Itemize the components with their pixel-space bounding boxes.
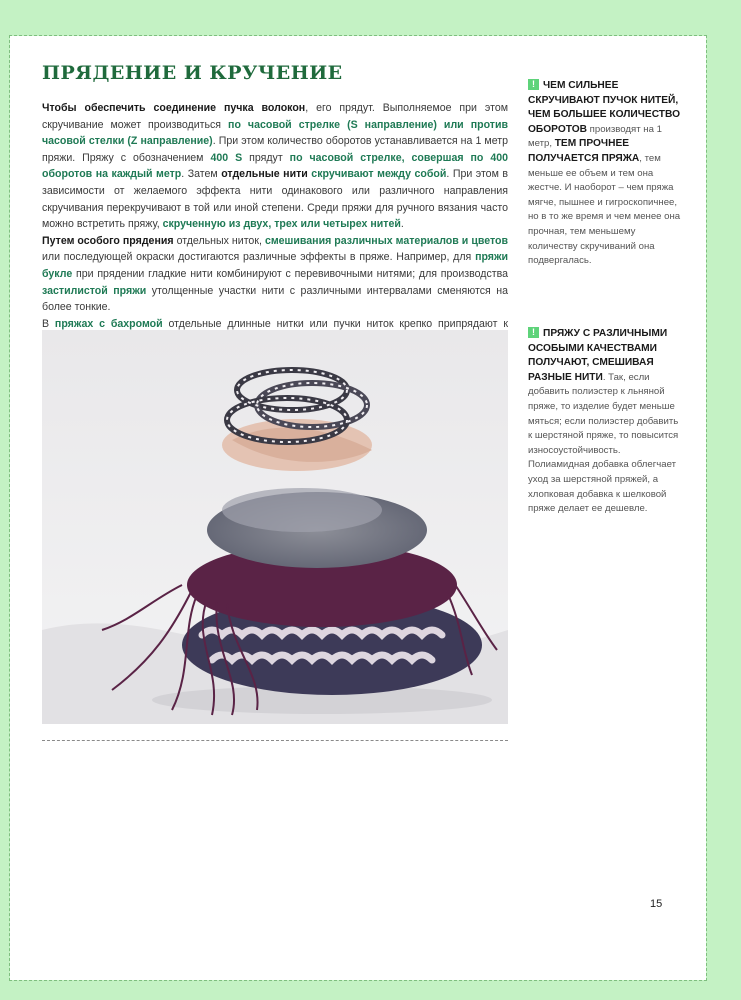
sidebar-note-twist-text <box>528 80 680 266</box>
yarn-photo <box>42 330 508 724</box>
text-run: скручивают между собой <box>311 168 447 181</box>
sidebar-note-blend-text <box>528 328 678 514</box>
text-run: 400 S <box>210 151 243 164</box>
text-run: по часовой стрелке (S направление) или против часовой стелки (Z направление) <box>42 118 508 148</box>
paragraph-effects <box>42 233 508 316</box>
text-run: при прядении гладкие нити комбинируют с перевивочными нитями; для производства <box>72 267 508 280</box>
text-run: . При этом количество оборотов устанавливается на 1 метр пряжи. Пряжу с обозначением <box>42 135 508 164</box>
sidebar-note-blend <box>528 327 684 517</box>
text-run: пряжах с бахромой <box>54 317 163 330</box>
paragraph-spinning <box>42 100 508 233</box>
text-run: В <box>42 317 55 330</box>
text-run: скрученную из двух, трех или четырех нитей <box>162 218 401 231</box>
text-run: по часовой стрелке, совершая по 400 оборотов на каждый метр <box>42 151 508 181</box>
text-run: отдельных ниток, <box>173 234 265 247</box>
text-run: , его прядут. Выполняемое при этом скручивание может производиться <box>42 102 508 131</box>
text-run: или последующей окраски достигаются различные эффекты в пряже. Например, для <box>42 251 476 264</box>
exclamation-icon: ! <box>528 79 539 90</box>
text-run: производят на 1 метр, <box>528 123 662 150</box>
sidebar-note-twist <box>528 79 684 269</box>
text-run: . Затем <box>181 168 222 181</box>
main-text <box>42 100 508 366</box>
text-run: смешивания различных материалов и цветов <box>264 234 508 247</box>
text-run: . При этом в зависимости от желаемого эффекта нити одинакового или различного направления скручивания перекручивают в той или иной степени. Среди пряжи для ручного вязания часто можно встретить пряжу, <box>42 168 508 231</box>
exclamation-icon: ! <box>528 327 539 338</box>
page-number: 15 <box>650 898 663 910</box>
text-run: утолщенные участки нити с различными интервалами сменяются на более тонкие. <box>42 284 508 314</box>
text-run: застилистой пряжи <box>42 284 147 297</box>
text-run: отдельные длинные нитки или пучки ниток крепко припрядают к <box>168 317 508 330</box>
text-run: . <box>400 218 404 231</box>
section-divider <box>42 740 508 741</box>
text-run: Путем особого прядения <box>42 234 174 247</box>
text-run: , тем меньше ее объем и тем она жестче. И наоборот – чем пряжа мягче, пышнее и гигроскопичнее, но в то же время и чем менее она прочная, тем меньшему количеству скручиваний она подвергалась. <box>528 152 681 267</box>
text-run: . Так, если добавить полиэстер к льняной пряже, то изделие будет меньше мяться; если полиэстер добавить к шерстяной пряже, то повысится износоустойчивость. Полиамидная добавка облегчает уход за шерстяной пряжей, а хлопковая добавка к шелковой пряже делает ее дешевле. <box>528 371 679 515</box>
text-run: ТЕМ ПРОЧНЕЕ ПОЛУЧАЕТСЯ ПРЯЖА <box>528 138 640 164</box>
page-title: ПРЯДЕНИЕ И КРУЧЕНИЕ <box>42 62 343 84</box>
text-run: Чтобы обеспечить соединение пучка волокон <box>42 102 306 114</box>
text-run: ЧЕМ СИЛЬНЕЕ СКРУЧИВАЮТ ПУЧОК НИТЕЙ, ЧЕМ БОЛЬШЕЕ КОЛИЧЕСТВО ОБОРОТОВ <box>528 80 681 135</box>
text-run: ПРЯЖУ С РАЗЛИЧНЫМИ ОСОБЫМИ КАЧЕСТВАМИ ПОЛУЧАЮТ, СМЕШИВАЯ РАЗНЫЕ НИТИ <box>528 328 668 383</box>
text-run: пряжи букле <box>42 251 508 280</box>
text-run: отдельные нити <box>221 168 308 181</box>
text-run: прядут <box>242 151 290 164</box>
